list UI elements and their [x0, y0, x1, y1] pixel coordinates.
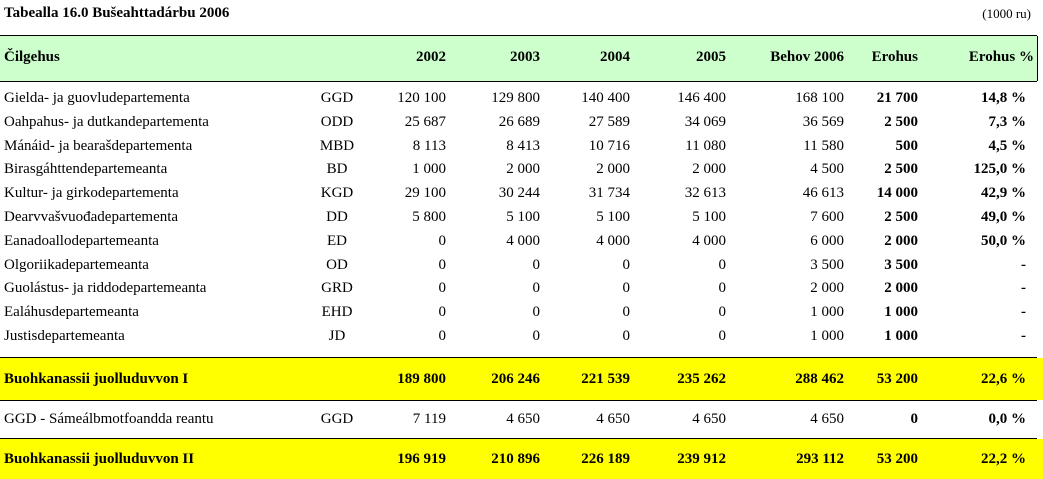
row-2005: 0 — [718, 256, 726, 273]
row-2002: 5 800 — [412, 209, 446, 225]
total-row-1 — [0, 358, 1043, 400]
row-2005: 34 069 — [684, 113, 726, 130]
table-row — [0, 328, 1043, 352]
row-erohus: 2 000 — [884, 280, 918, 297]
row-code: OD — [326, 256, 348, 273]
row-2004: 4 000 — [596, 232, 630, 249]
table-row — [0, 304, 1043, 328]
row-erohus-pct: - — [1021, 304, 1026, 321]
ggd-fund-2004: 4 650 — [596, 411, 630, 427]
header-2002: 2002 — [416, 49, 446, 65]
unit-label: (1000 ru) — [982, 6, 1031, 21]
row-2004: 0 — [622, 328, 630, 344]
row-2004: 31 734 — [588, 185, 630, 202]
total1-bottom-line — [0, 400, 1037, 401]
total2-2004: 226 189 — [581, 451, 630, 467]
row-code: JD — [328, 328, 346, 344]
row-name: Mánáid- ja bearašdepartementa — [4, 137, 193, 154]
row-behov: 2 000 — [810, 280, 844, 297]
row-2004: 5 100 — [596, 209, 630, 225]
total1-label: Buohkanassii juolluduvvon I — [4, 371, 189, 387]
total1-2004: 221 539 — [581, 371, 630, 387]
table-row — [0, 257, 1043, 281]
row-2003: 129 800 — [491, 90, 540, 106]
row-erohus-pct: - — [1021, 328, 1026, 344]
total2-erohus: 53 200 — [876, 451, 918, 467]
row-2005: 5 100 — [692, 209, 726, 225]
row-2003: 0 — [532, 304, 540, 321]
header-erohus-pct: Erohus % — [968, 49, 1034, 65]
row-2003: 2 000 — [506, 161, 540, 178]
total1-erohus: 53 200 — [876, 371, 918, 387]
row-code: ODD — [320, 113, 354, 130]
row-2002: 0 — [438, 280, 446, 297]
row-2002: 0 — [438, 328, 446, 344]
row-behov: 46 613 — [802, 185, 844, 202]
row-2005: 32 613 — [684, 185, 726, 202]
row-erohus: 2 000 — [884, 232, 918, 249]
total2-2005: 239 912 — [677, 451, 726, 467]
row-2005: 146 400 — [677, 90, 726, 106]
row-erohus: 1 000 — [884, 304, 918, 321]
header-erohus: Erohus — [871, 49, 918, 65]
row-2004: 27 589 — [588, 113, 630, 130]
total1-2005: 235 262 — [677, 371, 726, 387]
row-erohus-pct: 49,0 % — [981, 209, 1026, 225]
row-2002: 120 100 — [397, 90, 446, 106]
row-code: GGD — [320, 90, 354, 106]
row-name: Ealáhusdepartemeanta — [4, 304, 139, 321]
header-top-line — [0, 35, 1037, 36]
row-behov: 1 000 — [810, 304, 844, 321]
row-behov: 1 000 — [810, 328, 844, 344]
row-2002: 8 113 — [412, 137, 446, 154]
row-behov: 7 600 — [810, 209, 844, 225]
row-erohus: 3 500 — [884, 256, 918, 273]
row-erohus: 500 — [895, 137, 918, 154]
row-erohus-pct: 50,0 % — [981, 232, 1026, 249]
row-behov: 4 500 — [810, 161, 844, 178]
row-2003: 30 244 — [498, 185, 540, 202]
row-erohus: 21 700 — [876, 90, 918, 106]
row-2002: 1 000 — [412, 161, 446, 178]
row-name: Guolástus- ja riddodepartemeanta — [4, 280, 207, 297]
row-erohus: 14 000 — [876, 185, 918, 202]
header-bottom-line — [0, 81, 1037, 82]
total2-2003: 210 896 — [491, 451, 540, 467]
row-2005: 0 — [718, 304, 726, 321]
row-2002: 0 — [438, 256, 446, 273]
header-2005: 2005 — [696, 49, 726, 65]
row-2003: 5 100 — [506, 209, 540, 225]
row-2003: 0 — [532, 328, 540, 344]
table-title: Tabealla 16.0 Bušeahttadárbu 2006 — [4, 5, 230, 21]
row-name: Olgoriikadepartemeanta — [4, 256, 149, 273]
row-behov: 168 100 — [795, 90, 844, 106]
row-code: KGD — [320, 185, 354, 202]
row-code: EHD — [321, 304, 353, 321]
ggd-fund-2002: 7 119 — [412, 411, 446, 427]
table-row — [0, 138, 1043, 162]
total1-behov: 288 462 — [795, 371, 844, 387]
total1-erohus-pct: 22,6 % — [981, 371, 1026, 387]
table-header — [0, 36, 1038, 81]
ggd-fund-row — [0, 411, 1043, 435]
ggd-fund-label: GGD - Sámeálbmotfoandda reantu — [4, 411, 214, 427]
row-code: BD — [326, 161, 348, 178]
row-2002: 0 — [438, 232, 446, 249]
row-erohus-pct: - — [1021, 256, 1026, 273]
row-2004: 0 — [622, 280, 630, 297]
row-2005: 2 000 — [692, 161, 726, 178]
ggd-fund-code: GGD — [320, 411, 354, 427]
header-2003: 2003 — [510, 49, 540, 65]
row-erohus-pct: 4,5 % — [988, 137, 1026, 154]
row-name: Gielda- ja guovludepartementa — [4, 90, 190, 106]
row-code: MBD — [319, 137, 355, 154]
header-behov-2006: Behov 2006 — [770, 49, 844, 65]
ggd-fund-erohus: 0 — [910, 411, 918, 427]
row-erohus: 1 000 — [884, 328, 918, 344]
row-erohus-pct: 125,0 % — [973, 161, 1026, 178]
total2-behov: 293 112 — [796, 451, 844, 467]
ggd-fund-2003: 4 650 — [506, 411, 540, 427]
row-erohus: 2 500 — [884, 113, 918, 130]
header-description: Čilgehus — [4, 49, 60, 65]
row-code: GRD — [321, 280, 353, 297]
row-behov: 3 500 — [810, 256, 844, 273]
total-row-2 — [0, 439, 1043, 479]
row-name: Birasgáhttendepartemeanta — [4, 161, 168, 178]
table-row — [0, 209, 1043, 233]
row-name: Justisdepartemeanta — [4, 328, 125, 344]
total2-label: Buohkanassii juolluduvvon II — [4, 451, 195, 467]
total1-2002: 189 800 — [397, 371, 446, 387]
ggd-fund-behov: 4 650 — [810, 411, 844, 427]
row-erohus-pct: - — [1021, 280, 1026, 297]
header-2004: 2004 — [600, 49, 630, 65]
row-2004: 0 — [622, 304, 630, 321]
row-2004: 140 400 — [581, 90, 630, 106]
row-code: ED — [327, 232, 347, 249]
total1-2003: 206 246 — [491, 371, 540, 387]
row-2003: 4 000 — [506, 232, 540, 249]
ggd-fund-erohus-pct: 0,0 % — [988, 411, 1026, 427]
row-2004: 0 — [622, 256, 630, 273]
row-behov: 11 580 — [803, 137, 844, 154]
row-2005: 0 — [718, 280, 726, 297]
row-2002: 0 — [438, 304, 446, 321]
row-2002: 29 100 — [404, 185, 446, 202]
row-name: Dearvvašvuođadepartementa — [4, 209, 179, 225]
row-2005: 4 000 — [692, 232, 726, 249]
row-erohus-pct: 42,9 % — [981, 185, 1026, 202]
row-code: DD — [326, 209, 348, 225]
row-name: Kultur- ja girkodepartementa — [4, 185, 179, 202]
row-2005: 11 080 — [685, 137, 726, 154]
row-2002: 25 687 — [404, 113, 446, 130]
row-erohus-pct: 7,3 % — [988, 113, 1026, 130]
table-row — [0, 233, 1043, 257]
row-2004: 2 000 — [596, 161, 630, 178]
row-erohus-pct: 14,8 % — [981, 90, 1026, 106]
table-row — [0, 114, 1043, 138]
ggd-fund-2005: 4 650 — [692, 411, 726, 427]
table-row — [0, 90, 1043, 114]
row-name: Oahpahus- ja dutkandepartementa — [4, 113, 209, 130]
total2-2002: 196 919 — [397, 451, 446, 467]
table-row — [0, 185, 1043, 209]
row-2004: 10 716 — [588, 137, 630, 154]
row-behov: 36 569 — [802, 113, 844, 130]
row-erohus: 2 500 — [884, 161, 918, 178]
row-2005: 0 — [718, 328, 726, 344]
row-erohus: 2 500 — [884, 209, 918, 225]
table-row — [0, 280, 1043, 304]
row-behov: 6 000 — [810, 232, 844, 249]
total2-erohus-pct: 22,2 % — [981, 451, 1026, 467]
row-2003: 0 — [532, 280, 540, 297]
row-2003: 8 413 — [506, 137, 540, 154]
row-name: Eanadoallodepartemeanta — [4, 232, 159, 249]
row-2003: 0 — [532, 256, 540, 273]
table-row — [0, 161, 1043, 185]
row-2003: 26 689 — [498, 113, 540, 130]
